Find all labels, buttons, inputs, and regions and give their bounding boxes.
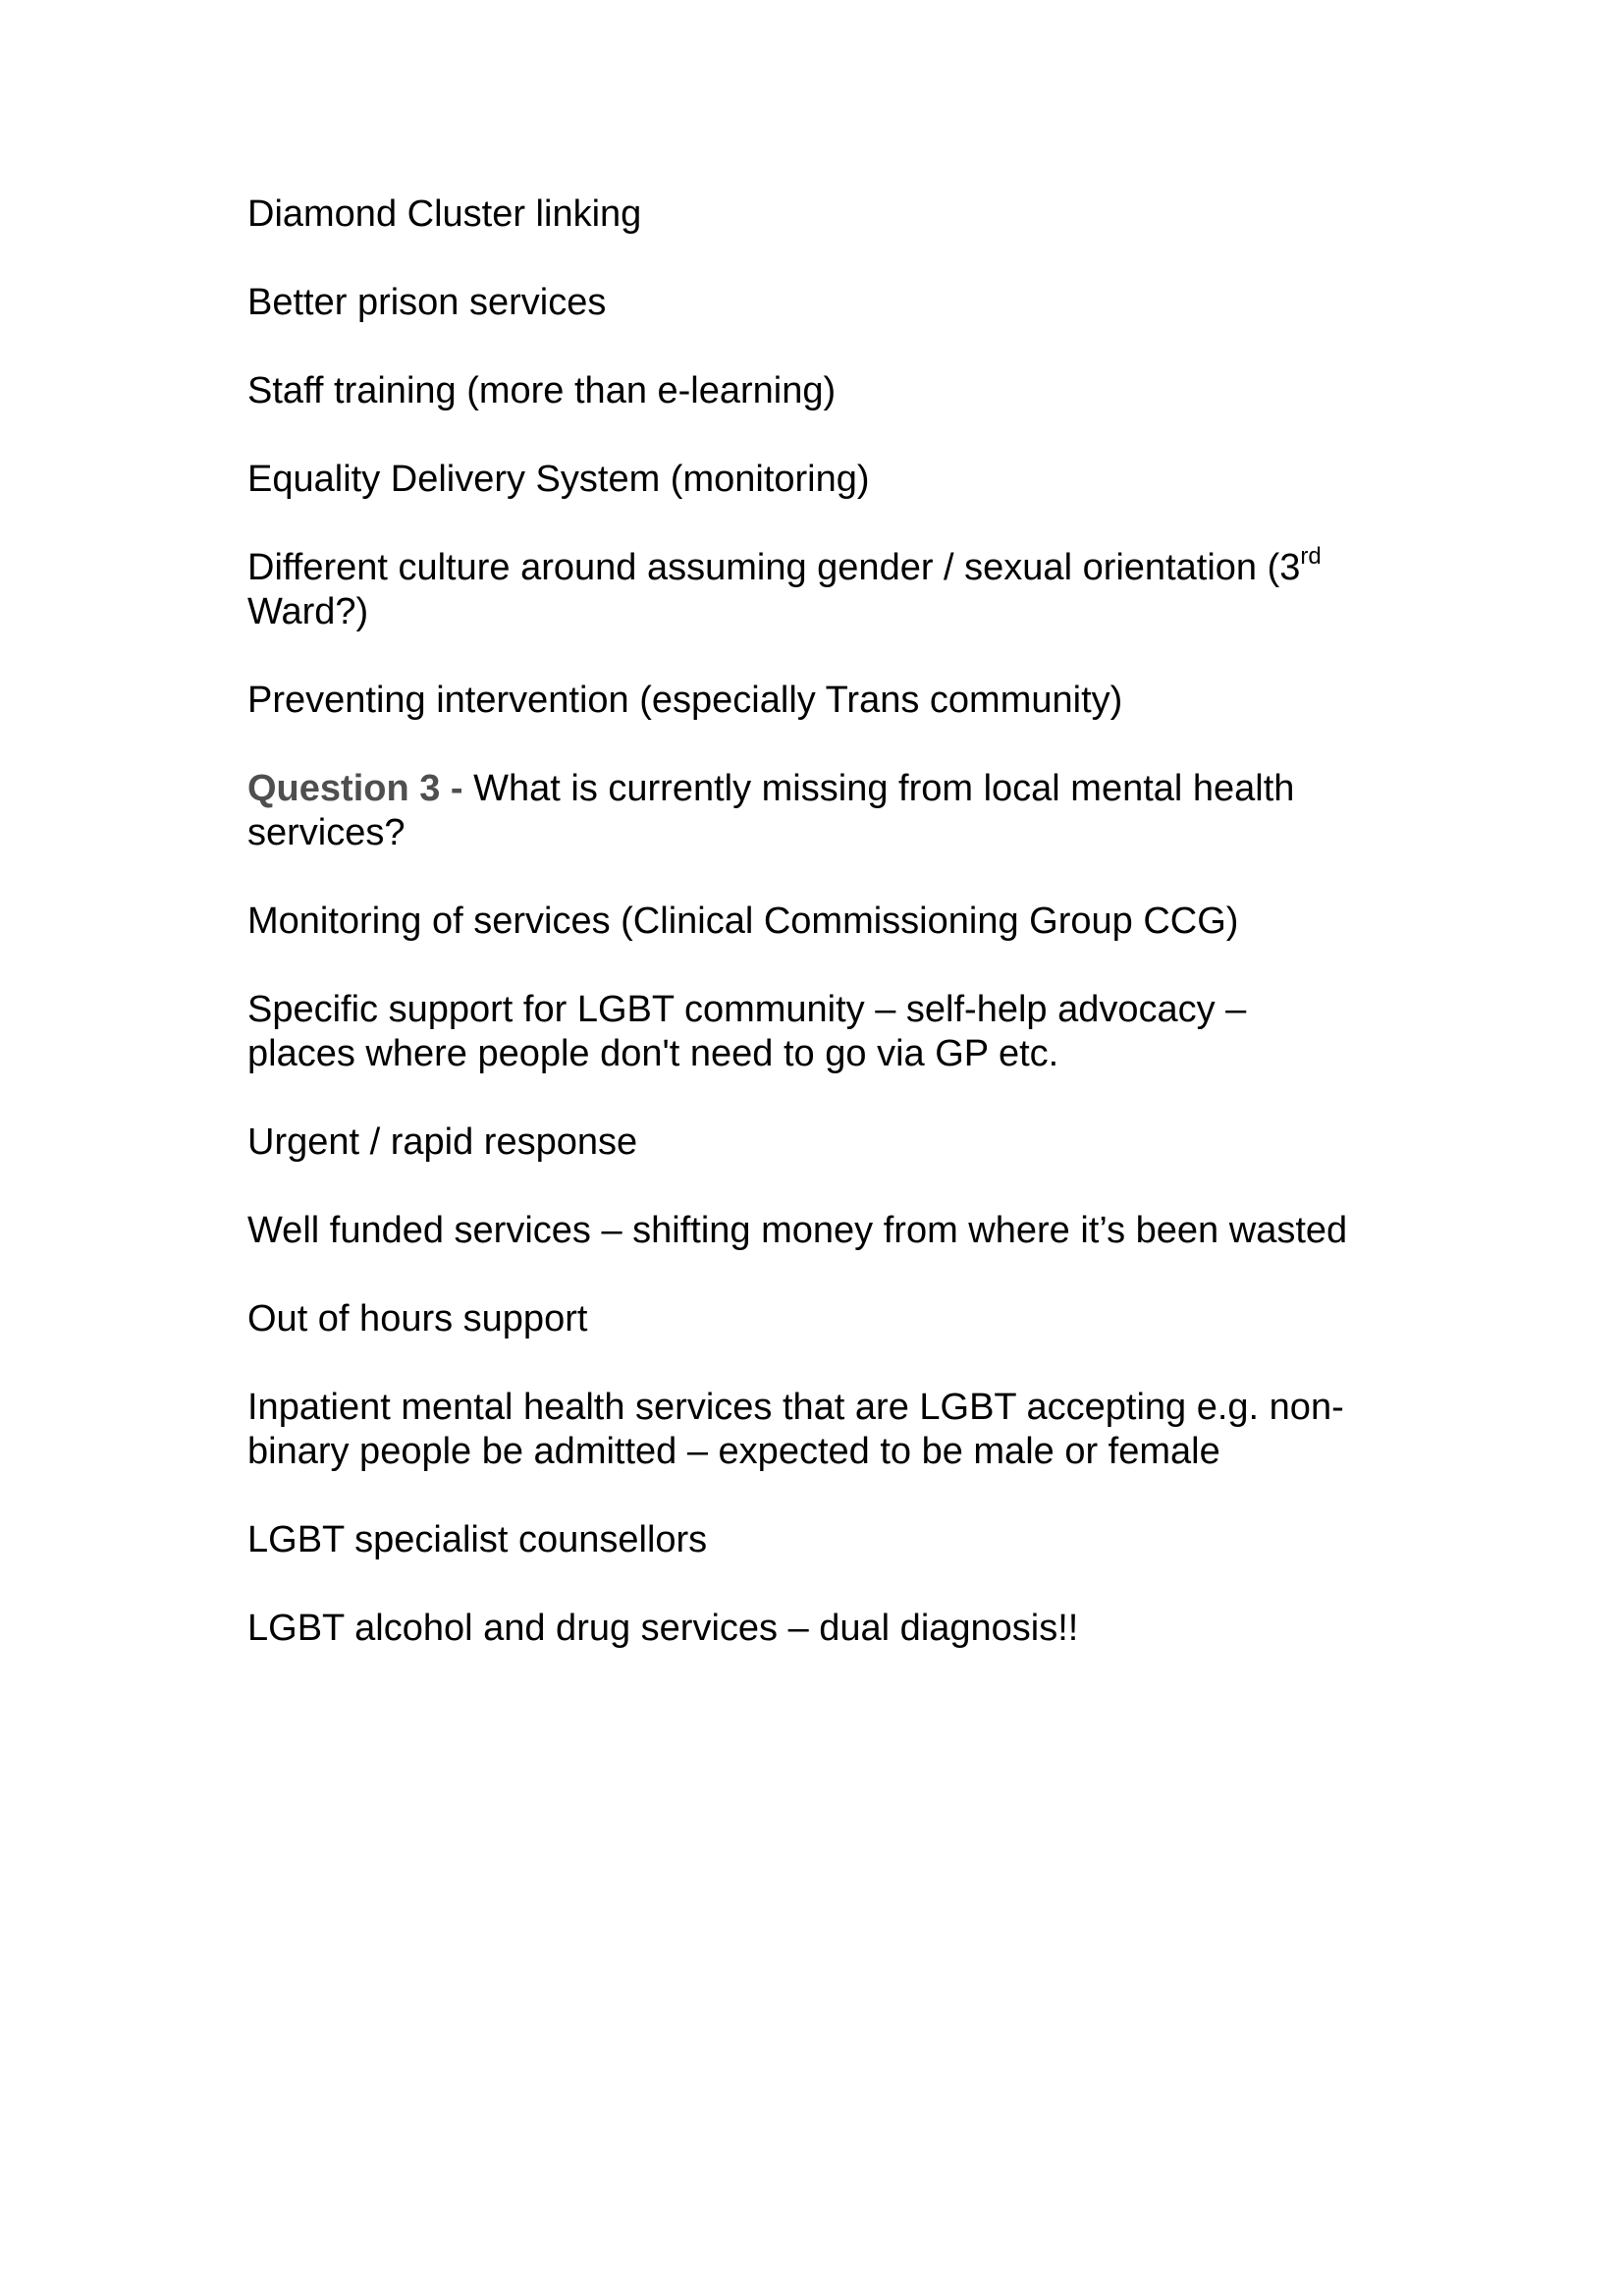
list-item: Out of hours support bbox=[247, 1298, 588, 1339]
list-item: Equality Delivery System (monitoring) bbox=[247, 459, 870, 500]
ordinal-superscript: rd bbox=[1300, 543, 1322, 571]
list-item: Well funded services – shifting money from where it’s been wasted bbox=[247, 1210, 1348, 1251]
list-item: LGBT alcohol and drug services – dual diagnosis!! bbox=[247, 1608, 1079, 1649]
page-content bbox=[247, 192, 1426, 1695]
question-label: Question 3 - bbox=[247, 768, 463, 809]
list-item: Diamond Cluster linking bbox=[247, 193, 642, 235]
question-heading bbox=[247, 767, 1426, 855]
culture-paragraph bbox=[247, 543, 1426, 634]
list-item: Specific support for LGBT community – self-help advocacy – places where people don't need to go via GP etc. bbox=[247, 989, 1247, 1074]
list-item: Staff training (more than e-learning) bbox=[247, 370, 837, 411]
list-item: Inpatient mental health services that are LGBT accepting e.g. non-binary people be admitted – expected to be male or female bbox=[247, 1387, 1344, 1472]
list-item: Better prison services bbox=[247, 282, 607, 323]
list-item: Urgent / rapid response bbox=[247, 1121, 638, 1163]
question-text: What is currently missing from local mental health services? bbox=[247, 768, 1295, 853]
list-item: Preventing intervention (especially Trans community) bbox=[247, 680, 1123, 721]
culture-text-continued: Ward?) bbox=[247, 591, 369, 632]
list-item: Monitoring of services (Clinical Commissioning Group CCG) bbox=[247, 901, 1239, 942]
list-item: LGBT specialist counsellors bbox=[247, 1519, 708, 1560]
culture-text: Different culture around assuming gender / sexual orientation (3 bbox=[247, 547, 1301, 588]
